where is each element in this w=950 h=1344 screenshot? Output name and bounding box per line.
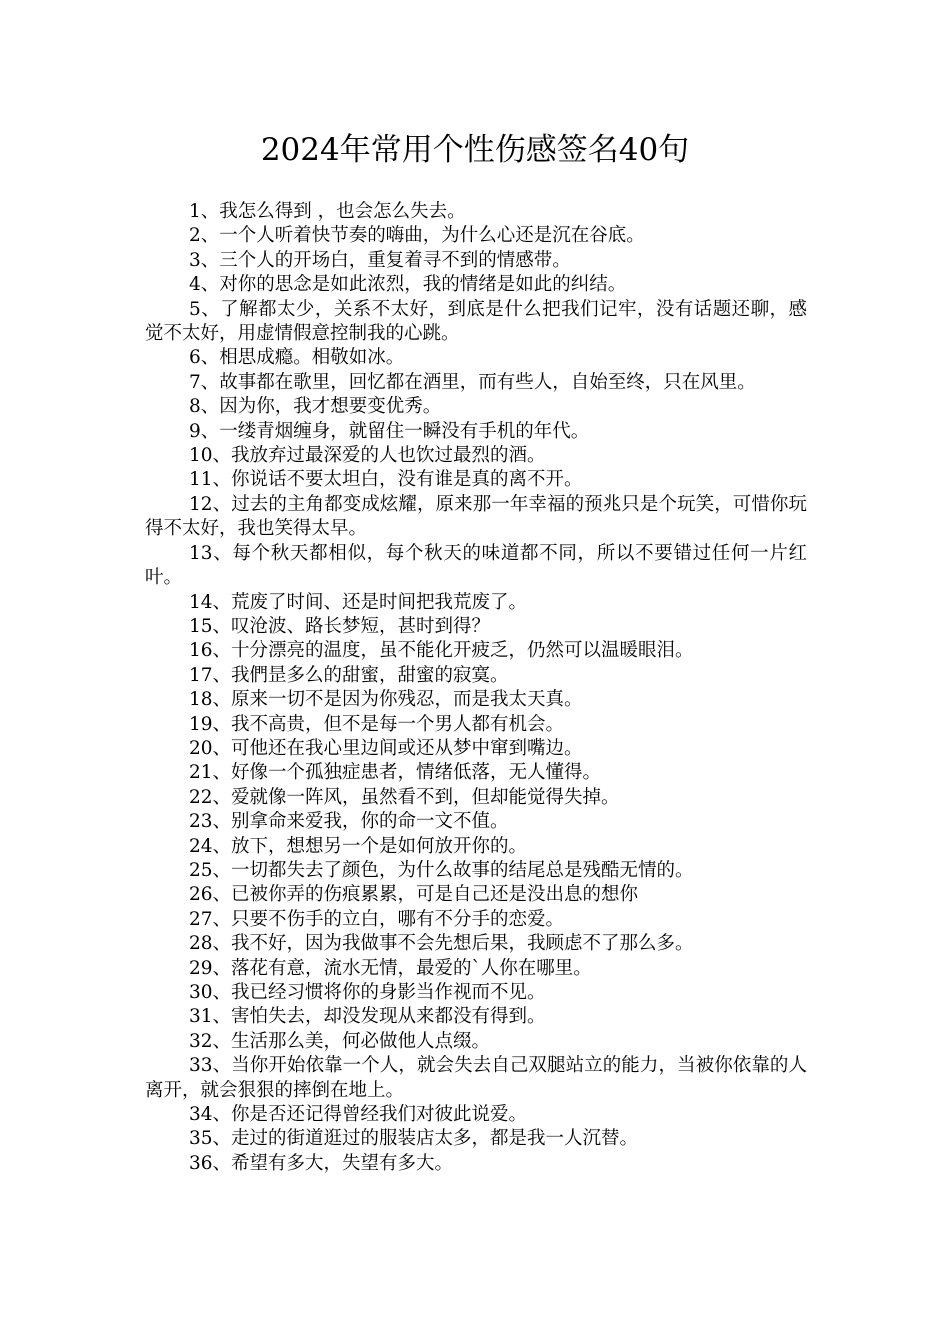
signature-item: 32、生活那么美，何必做他人点缀。 xyxy=(189,1030,491,1052)
signature-item: 4、对你的思念是如此浓烈，我的情绪是如此的纠结。 xyxy=(189,274,627,296)
signature-item: 29、落花有意，流水无情，最爱的`人你在哪里。 xyxy=(189,957,592,979)
document-title: 2024年常用个性伤感签名40句 xyxy=(260,132,690,168)
signature-item: 23、别拿命来爱我，你的命一文不值。 xyxy=(189,811,509,833)
signature-item: 35、走过的街道逛过的服装店太多，都是我一人沉替。 xyxy=(189,1128,639,1150)
signature-item: 31、害怕失去，却没发现从来都没有得到。 xyxy=(189,1006,546,1028)
signature-item: 13、每个秋天都相似，每个秋天的味道都不同，所以不要错过任何一片红叶。 xyxy=(145,542,807,589)
signature-item: 3、三个人的开场白，重复着寻不到的情感带。 xyxy=(189,249,571,271)
signature-item: 11、你说话不要太坦白，没有谁是真的离不开。 xyxy=(189,469,583,491)
signature-item: 22、爱就像一阵风，虽然看不到，但却能觉得失掉。 xyxy=(189,786,620,808)
signature-item: 17、我們昰多么的甜蜜，甜蜜的寂寞。 xyxy=(189,664,509,686)
signature-item: 6、相思成瘾。相敬如冰。 xyxy=(189,347,405,369)
document-body xyxy=(145,200,807,1176)
signature-item: 18、原来一切不是因为你残忍，而是我太天真。 xyxy=(189,689,583,711)
signature-item: 16、十分漂亮的温度，虽不能化开疲乏，仍然可以温暖眼泪。 xyxy=(189,640,694,662)
signature-item: 10、我放弃过最深爱的人也饮过最烈的酒。 xyxy=(189,445,546,467)
signature-item: 19、我不高贵，但不是每一个男人都有机会。 xyxy=(189,713,565,735)
signature-item: 5、了解都太少，关系不太好，到底是什么把我们记牢，没有话题还聊，感觉不太好，用虚情假意控制我的心跳。 xyxy=(145,298,807,345)
signature-item: 2、一个人听着快节奏的嗨曲，为什么心还是沉在谷底。 xyxy=(189,225,645,247)
signature-item: 30、我已经习惯将你的身影当作视而不见。 xyxy=(189,982,546,1003)
signature-item: 26、已被你弄的伤痕累累，可是自己还是没出息的想你 xyxy=(189,884,639,906)
signature-item: 21、好像一个孤独症患者，情绪低落，无人懂得。 xyxy=(189,762,602,784)
signature-item: 12、过去的主角都变成炫耀，原来那一年幸福的预兆只是个玩笑，可惜你玩得不太好，我也笑得太早。 xyxy=(145,493,807,540)
signature-item: 34、你是否还记得曾经我们对彼此说爱。 xyxy=(189,1104,528,1126)
signature-item: 1、我怎么得到 ，也会怎么失去。 xyxy=(189,201,466,222)
signature-item: 20、可他还在我心里边间或还从梦中窜到嘴边。 xyxy=(189,737,583,759)
signature-item: 7、故事都在歌里，回忆都在酒里，而有些人，自始至终，只在风里。 xyxy=(189,371,756,393)
signature-item: 36、希望有多大，失望有多大。 xyxy=(189,1152,454,1174)
signature-item: 9、一缕青烟缠身，就留住一瞬没有手机的年代。 xyxy=(189,420,590,442)
signature-item: 33、当你开始依靠一个人，就会失去自己双腿站立的能力，当被你依靠的人离开，就会狠狠的摔倒在地上。 xyxy=(145,1055,807,1101)
signature-item: 8、因为你，我才想要变优秀。 xyxy=(189,396,442,418)
signature-item: 24、放下，想想另一个是如何放开你的。 xyxy=(189,835,528,857)
signature-item: 14、荒废了时间、还是时间把我荒废了。 xyxy=(189,591,528,613)
signature-item: 27、只要不伤手的立白，哪有不分手的恋爱。 xyxy=(189,908,565,930)
signature-item: 25、一切都失去了颜色，为什么故事的结尾总是残酷无情的。 xyxy=(189,859,694,881)
signature-item: 28、我不好，因为我做事不会先想后果，我顾虑不了那么多。 xyxy=(189,933,694,955)
signature-item: 15、叹沧波、路长梦短，甚时到得？ xyxy=(189,615,491,637)
